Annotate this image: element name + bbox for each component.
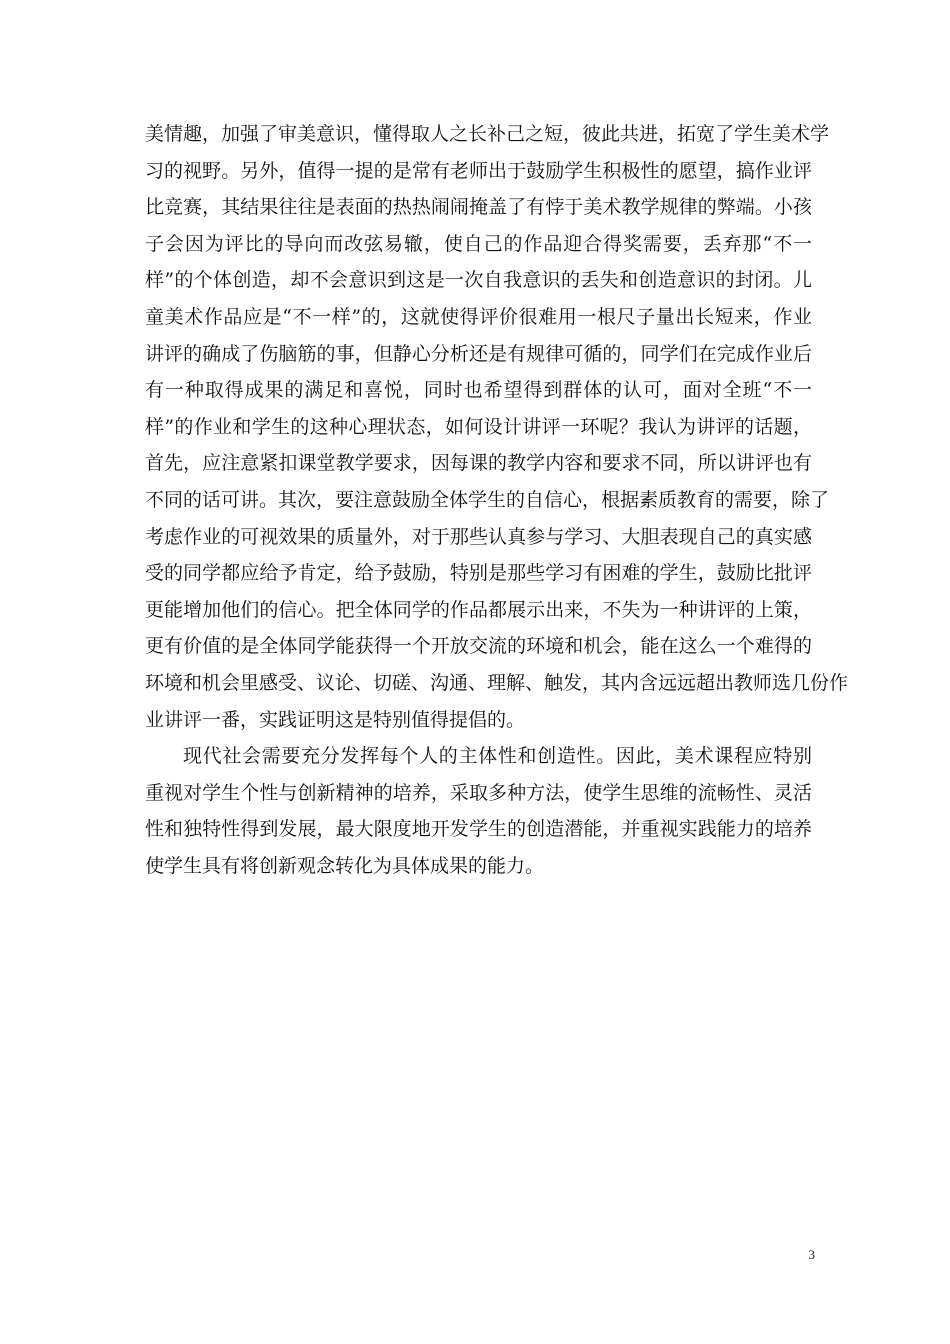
text-line: 童美术作品应是“不一样”的，这就使得评价很难用一根尺子量出长短来，作业 <box>145 305 812 328</box>
text-line: 更有价值的是全体同学能获得一个开放交流的环境和机会，能在这么一个难得的 <box>145 635 812 658</box>
text-line: 美情趣，加强了审美意识，懂得取人之长补己之短，彼此共进，拓宽了学生美术学 <box>145 123 830 145</box>
text-line: 业讲评一番，实践证明这是特别值得提倡的。 <box>145 708 526 731</box>
page-number: 3 <box>808 1247 815 1262</box>
text-line: 现代社会需要充分发挥每个人的主体性和创造性。因此，美术课程应特别 <box>183 745 812 768</box>
text-line: 首先，应注意紧扣课堂教学要求，因每课的教学内容和要求不同，所以讲评也有 <box>145 452 812 475</box>
text-line: 受的同学都应给予肯定，给予鼓励，特别是那些学习有困难的学生，鼓励比批评 <box>145 562 812 585</box>
text-line: 重视对学生个性与创新精神的培养，采取多种方法，使学生思维的流畅性、灵活 <box>145 781 812 804</box>
text-line: 不同的话可讲。其次，要注意鼓励全体学生的自信心，根据素质教育的需要，除了 <box>145 488 830 511</box>
text-line: 子会因为评比的导向而改弦易辙，使自己的作品迎合得奖需要，丢弃那“不一 <box>145 232 812 255</box>
paragraph-2 <box>145 738 812 884</box>
paragraph-1 <box>145 116 849 738</box>
text-line: 比竞赛，其结果往往是表面的热热闹闹掩盖了有悖于美术教学规律的弊端。小孩 <box>145 196 812 219</box>
text-line: 有一种取得成果的满足和喜悦，同时也希望得到群体的认可，面对全班“不一 <box>145 379 812 402</box>
body-text <box>145 116 849 884</box>
text-line: 使学生具有将创新观念转化为具体成果的能力。 <box>145 854 545 877</box>
text-line: 样”的个体创造，却不会意识到这是一次自我意识的丢失和创造意识的封闭。儿 <box>145 269 812 292</box>
text-line: 性和独特性得到发展，最大限度地开发学生的创造潜能，并重视实践能力的培养 <box>145 818 812 841</box>
text-line: 样”的作业和学生的这种心理状态，如何设计讲评一环呢？我认为讲评的话题， <box>145 415 812 438</box>
text-line: 更能增加他们的信心。把全体同学的作品都展示出来，不失为一种讲评的上策， <box>145 598 812 621</box>
text-line: 环境和机会里感受、议论、切磋、沟通、理解、触发，其内含远远超出教师选几份作 <box>145 671 849 694</box>
text-line: 习的视野。另外，值得一提的是常有老师出于鼓励学生积极性的愿望，搞作业评 <box>145 159 812 182</box>
text-line: 讲评的确成了伤脑筋的事，但静心分析还是有规律可循的，同学们在完成作业后 <box>145 342 812 365</box>
text-line: 考虑作业的可视效果的质量外，对于那些认真参与学习、大胆表现自己的真实感 <box>145 525 812 548</box>
